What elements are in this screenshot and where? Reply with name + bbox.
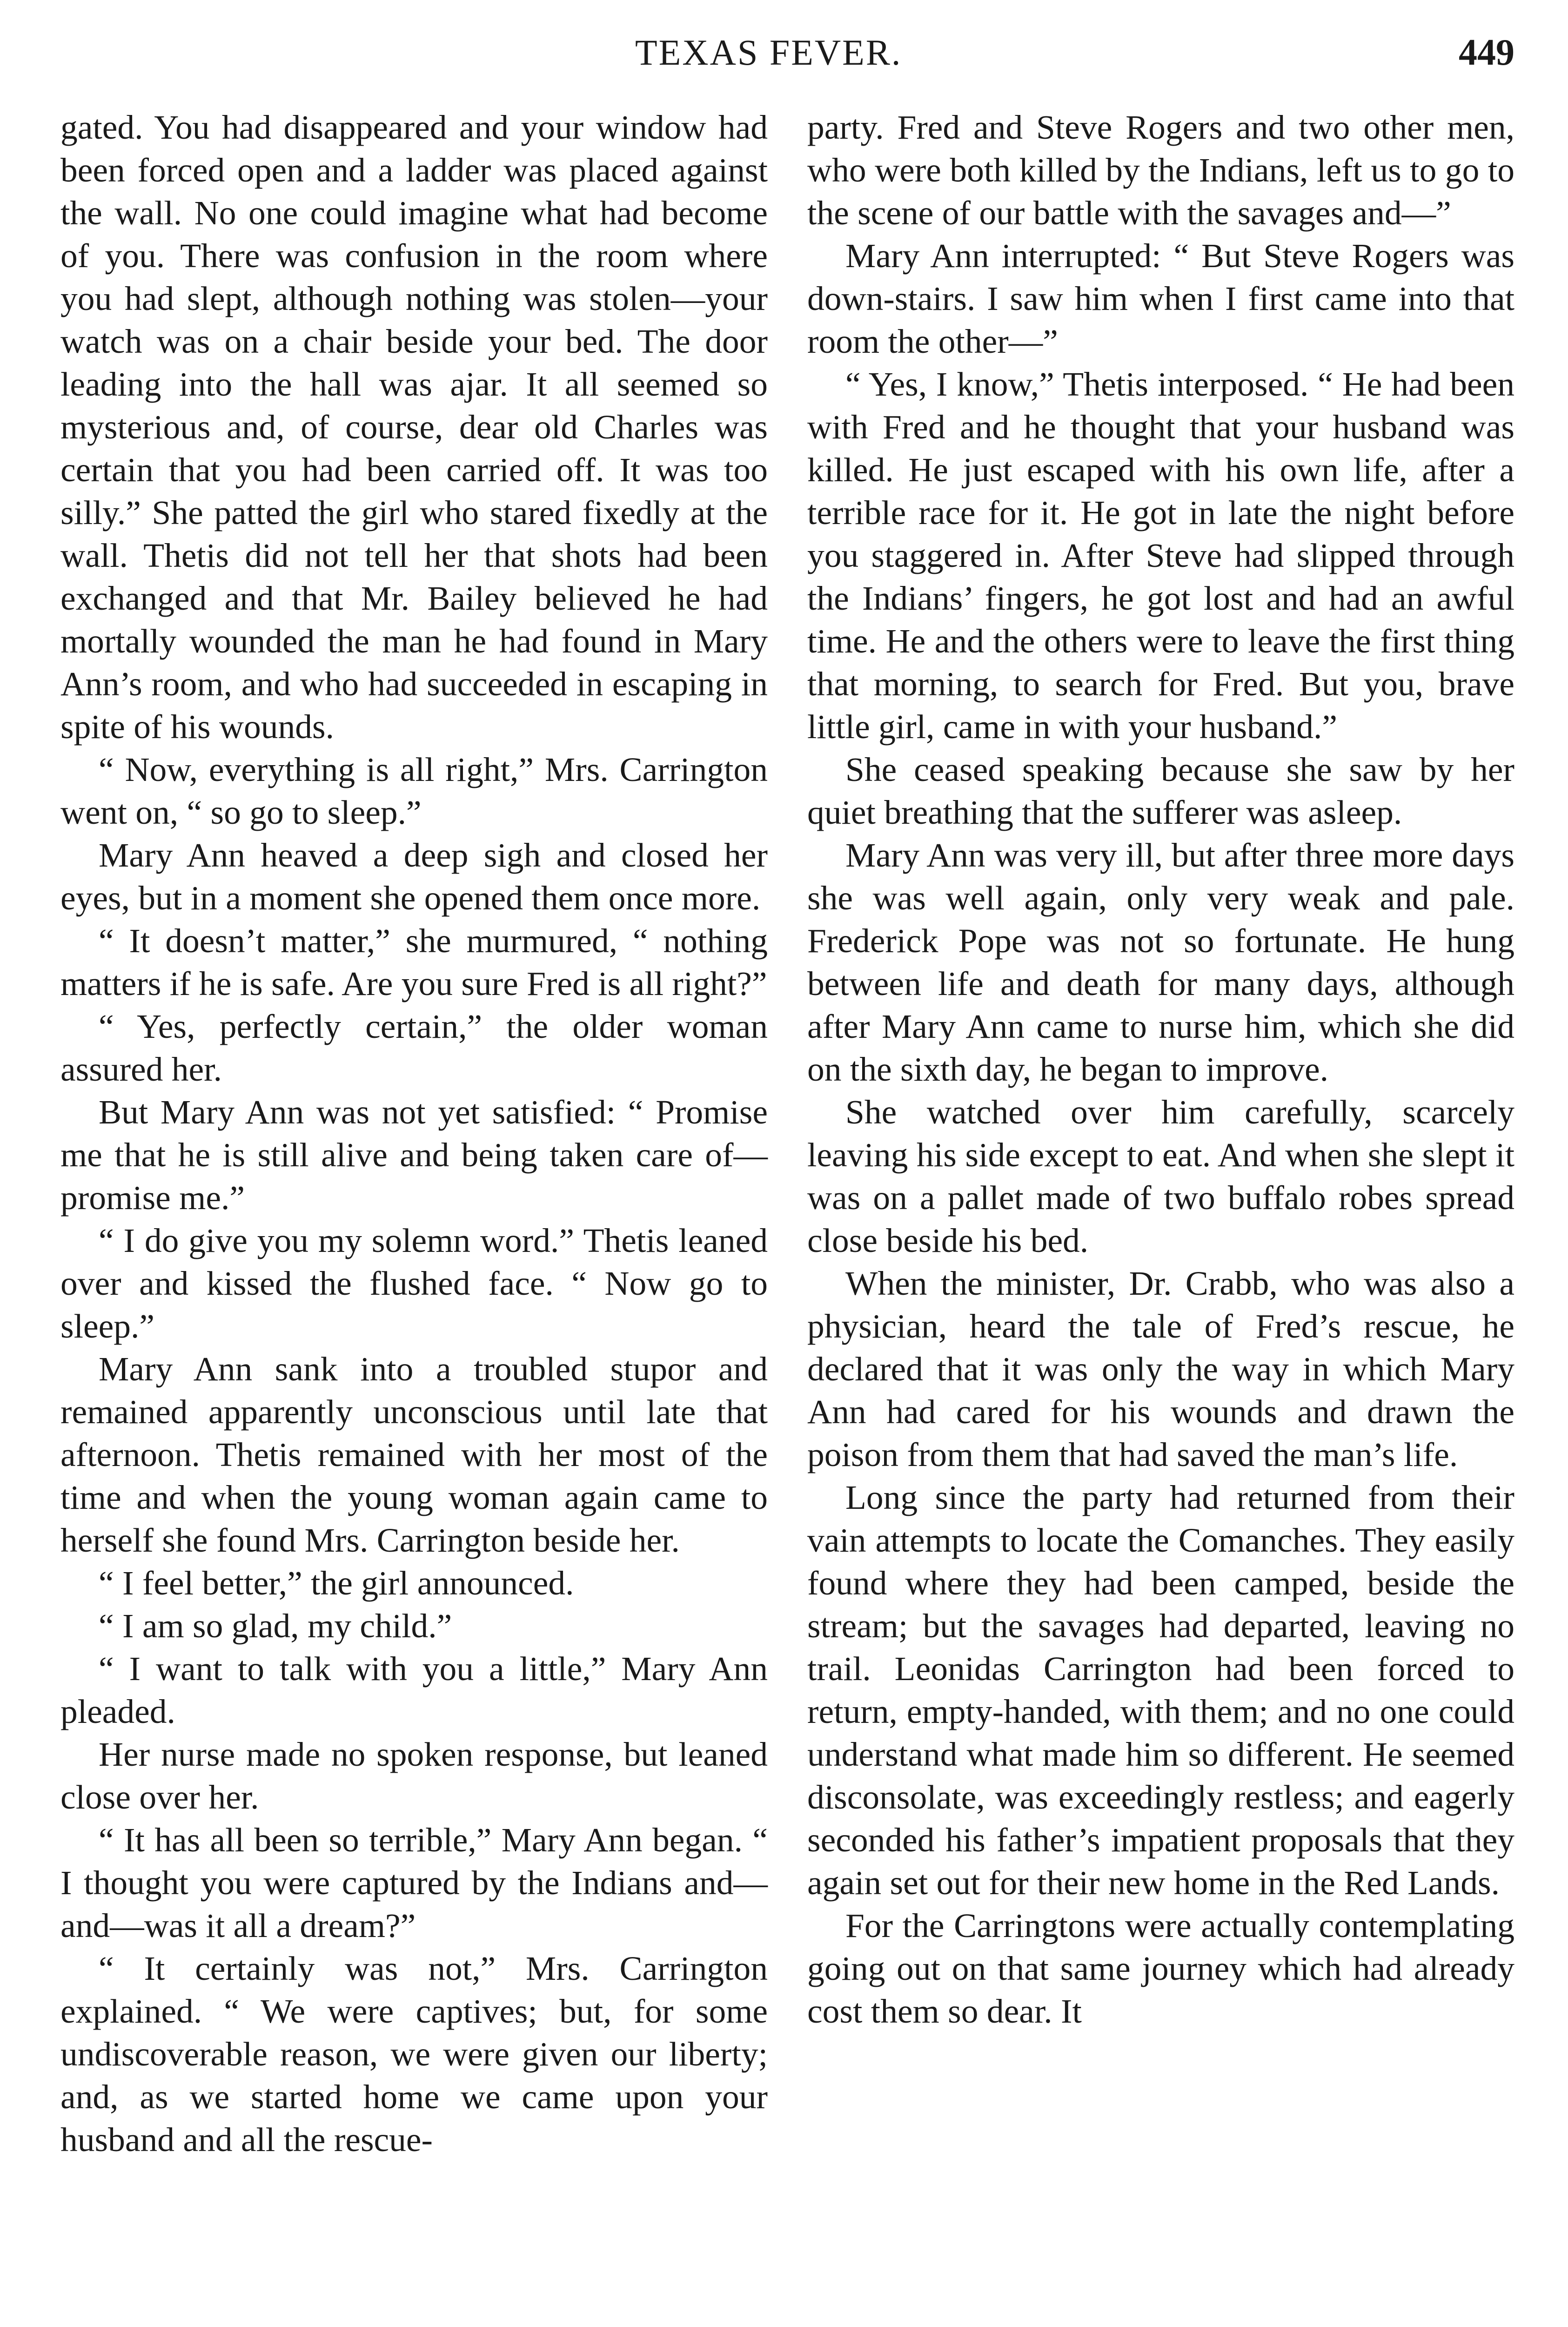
right-column <box>807 106 1514 2033</box>
paragraph: “ I do give you my solemn word.” Thetis leaned over and kissed the flushed face. “ Now go to sleep.” <box>60 1222 768 1345</box>
paragraph: Mary Ann heaved a deep sigh and closed her eyes, but in a moment she opened them once more. <box>60 836 768 917</box>
paragraph: “ Now, everything is all right,” Mrs. Carrington went on, “ so go to sleep.” <box>60 751 768 831</box>
paragraph: For the Carringtons were actually contemplating going out on that same journey which had already cost them so dear. It <box>807 1907 1514 2030</box>
paragraph: “ Yes, I know,” Thetis interposed. “ He had been with Fred and he thought that your husband was killed. He just escaped with his own life, after a terrible race for it. He got in late the night before you staggered in. After Steve had slipped through the Indians’ fingers, he got lost and had an awful time. He and the others were to leave the first thing that morning, to search for Fred. But you, brave little girl, came in with your husband.” <box>807 365 1514 746</box>
paragraph: “ It has all been so terrible,” Mary Ann began. “ I thought you were captured by the Indians and—and—was it all a dream?” <box>60 1821 768 1944</box>
paragraph: Her nurse made no spoken response, but leaned close over her. <box>60 1735 768 1816</box>
paragraph: But Mary Ann was not yet satisfied: “ Promise me that he is still alive and being taken care of—promise me.” <box>60 1093 768 1217</box>
paragraph: “ I am so glad, my child.” <box>99 1607 452 1645</box>
paragraph: Mary Ann was very ill, but after three more days she was well again, only very weak and pale. Frederick Pope was not so fortunate. He hung between life and death for many days, although after Mary Ann came to nurse him, which she did on the sixth day, he began to improve. <box>807 836 1514 1088</box>
paragraph: “ I feel better,” the girl announced. <box>99 1564 574 1602</box>
paragraph: “ I want to talk with you a little,” Mary Ann pleaded. <box>60 1650 768 1730</box>
paragraph: Long since the party had returned from their vain attempts to locate the Comanches. They easily found where they had been camped, beside the stream; but the savages had departed, leaving no trail. Leonidas Carrington had been forced to return, empty-handed, with them; and no one could understand what made him so different. He seemed disconsolate, was exceedingly restless; and eagerly seconded his father’s impatient proposals that they again set out for their new home in the Red Lands. <box>807 1479 1514 1902</box>
page-number: 449 <box>1459 32 1514 73</box>
paragraph: She ceased speaking because she saw by her quiet breathing that the sufferer was asleep. <box>807 751 1514 831</box>
paragraph: Mary Ann sank into a troubled stupor and remained apparently unconscious until late that afternoon. Thetis remained with her most of the time and when the young woman again came to herself she found Mrs. Carrington beside her. <box>60 1350 768 1559</box>
paragraph: “ It doesn’t matter,” she murmured, “ nothing matters if he is safe. Are you sure Fred is all right?” <box>60 922 768 1002</box>
paragraph: party. Fred and Steve Rogers and two other men, who were both killed by the Indians, left us to go to the scene of our battle with the savages and—” <box>807 108 1514 232</box>
page-header <box>0 27 1568 78</box>
left-column <box>60 106 768 2161</box>
paragraph: When the minister, Dr. Crabb, who was also a physician, heard the tale of Fred’s rescue, he declared that it was only the way in which Mary Ann had cared for his wounds and drawn the poison from them that had saved the man’s life. <box>807 1264 1514 1473</box>
paragraph: gated. You had disappeared and your window had been forced open and a ladder was placed against the wall. No one could imagine what had become of you. There was confusion in the room where you had slept, although nothing was stolen—your watch was on a chair beside your bed. The door leading into the hall was ajar. It all seemed so mysterious and, of course, dear old Charles was certain that you had been carried off. It was too silly.” She patted the girl who stared fixedly at the wall. Thetis did not tell her that shots had been exchanged and that Mr. Bailey believed he had mortally wounded the man he had found in Mary Ann’s room, and who had succeeded in escaping in spite of his wounds. <box>60 108 768 746</box>
paragraph: “ Yes, perfectly certain,” the older woman assured her. <box>60 1008 768 1088</box>
paragraph: Mary Ann interrupted: “ But Steve Rogers was down-stairs. I saw him when I first came into that room the other—” <box>807 237 1514 360</box>
paragraph: “ It certainly was not,” Mrs. Carrington explained. “ We were captives; but, for some undiscoverable reason, we were given our liberty; and, as we started home we came upon your husband and all the rescue- <box>60 1950 768 2159</box>
running-title: TEXAS FEVER. <box>635 32 902 73</box>
paragraph: She watched over him carefully, scarcely leaving his side except to eat. And when she slept it was on a pallet made of two buffalo robes spread close beside his bed. <box>807 1093 1514 1259</box>
